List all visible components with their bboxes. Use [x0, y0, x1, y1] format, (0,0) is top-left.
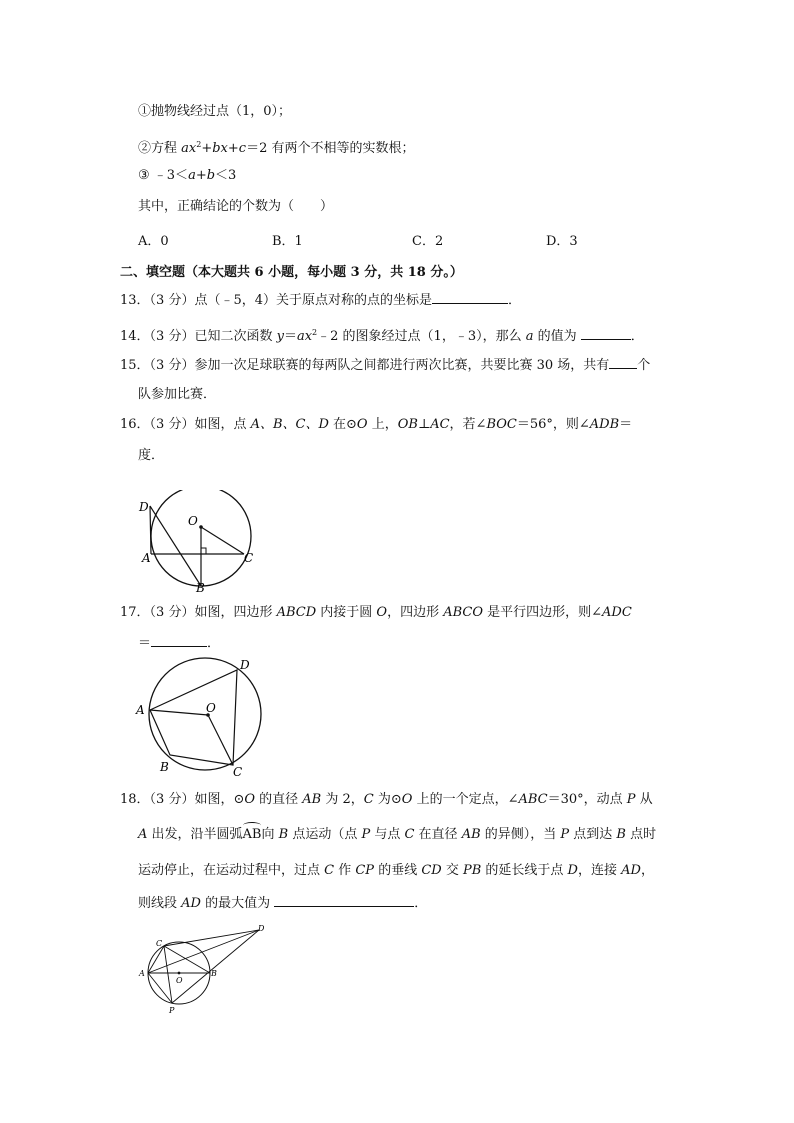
question-18: 18．（3 分）如图，⊙O 的直径 AB 为 2，C 为⊙O 上的一个定点，∠ABC＝30°，动点 P 从	[120, 792, 653, 807]
option-a: A．0	[138, 234, 169, 249]
fig16-label-a: A	[142, 551, 151, 565]
choice-question: 其中，正确结论的个数为（ ）	[138, 199, 334, 214]
fig16-label-b: B	[196, 581, 205, 595]
question-13: 13．（3 分）点（﹣5，4）关于原点对称的点的坐标是 ．	[120, 293, 522, 308]
statement-1: ①抛物线经过点（1，0）；	[138, 104, 292, 119]
figure-17	[132, 654, 272, 779]
option-d: D．3	[546, 234, 578, 249]
fig17-label-d: D	[240, 658, 250, 672]
fig18-label-d: D	[258, 924, 265, 933]
question-16-line2: 度．	[138, 448, 165, 463]
fig17-label-a: A	[136, 703, 145, 717]
question-18-line3: 运动停止，在运动过程中，过点 C 作 CP 的垂线 CD 交 PB 的延长线于点 D，连接 AD，	[138, 863, 654, 878]
question-18-line2: A 出发，沿半圆弧AB向 B 点运动（点 P 与点 C 在直径 AB 的异侧），当 P 点到达 B 点时	[138, 827, 657, 842]
figure-18	[136, 922, 268, 1018]
fig18-label-o: O	[176, 976, 183, 985]
answer-blank[interactable]	[581, 327, 631, 340]
answer-blank[interactable]	[274, 894, 414, 907]
fig18-label-b: B	[211, 969, 217, 978]
statement-3: ③ ﹣3＜a+b＜3	[138, 168, 237, 183]
figure-16	[132, 490, 262, 600]
fig18-label-c: C	[156, 939, 163, 948]
answer-blank[interactable]	[151, 634, 207, 647]
statement-2: ②方程 $ax^2+bx+c=2$ 有两个不相等的实数根；	[138, 140, 415, 156]
fig17-label-b: B	[160, 760, 169, 774]
option-b: B．1	[272, 234, 303, 249]
question-14: 14．（3 分）已知二次函数 $y=ax^2﹣2$ 的图象经过点（1，﹣3），那么 a 的值为 ．	[120, 328, 644, 344]
question-15: 15．（3 分）参加一次足球联赛的每两队之间都进行两次比赛，共要比赛 30 场，共有 个	[120, 358, 651, 373]
fig16-label-c: C	[244, 551, 254, 565]
fig17-label-o: O	[206, 701, 216, 715]
fig16-label-d: D	[139, 500, 149, 514]
question-16: 16．（3 分）如图，点 A、B、C、D 在⊙O 上，OB⊥AC，若∠BOC＝56°，则∠ADB＝	[120, 417, 633, 432]
question-15-line2: 队参加比赛．	[138, 387, 217, 402]
section-title: 二、填空题（本大题共 6 小题，每小题 3 分，共 18 分。）	[120, 265, 463, 280]
fig18-label-a: A	[139, 969, 145, 978]
option-c: C．2	[412, 234, 444, 249]
question-18-line4: 则线段 AD 的最大值为 ．	[138, 896, 428, 911]
arc-ab: AB	[242, 827, 262, 842]
answer-blank[interactable]	[432, 291, 508, 304]
fig16-label-o: O	[188, 514, 198, 528]
fig17-label-c: C	[233, 765, 243, 779]
fig18-label-p: P	[169, 1006, 175, 1015]
question-17-line2: ＝ ．	[138, 636, 221, 651]
question-17: 17．（3 分）如图，四边形 ABCD 内接于圆 O，四边形 ABCO 是平行四边形，则∠ADC	[120, 605, 632, 620]
answer-blank[interactable]	[609, 356, 637, 369]
